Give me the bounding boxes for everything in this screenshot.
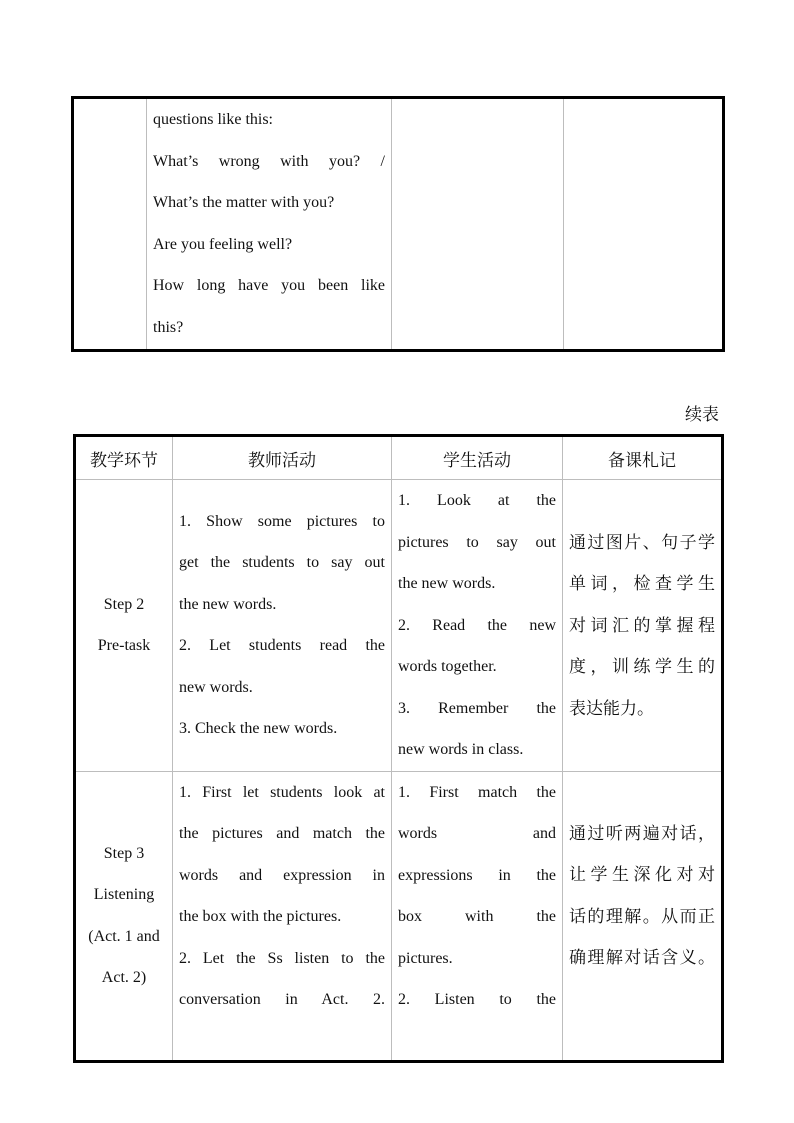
note-line: 让学生深化对对 xyxy=(569,865,715,884)
notes-cell xyxy=(564,98,724,351)
lesson-plan-table xyxy=(73,434,724,1063)
step-detail: (Act. 1 and xyxy=(88,927,160,945)
text-line: the pictures and match the xyxy=(179,825,385,842)
text-line: 3. Check the new words. xyxy=(179,720,338,738)
step-label: Step 2 xyxy=(103,595,145,613)
header-row xyxy=(75,436,723,480)
step-cell xyxy=(75,771,173,1061)
text-line: What’s wrong with you? / xyxy=(153,152,385,170)
header-teacher: 教师活动 xyxy=(173,436,392,480)
table-row xyxy=(73,98,724,351)
text-line: new words. xyxy=(179,678,253,696)
teacher-activity-cell xyxy=(173,771,392,1061)
notes-cell xyxy=(563,480,723,772)
header-notes: 备课札记 xyxy=(563,436,723,480)
text-line: 1. Look at the xyxy=(398,492,556,509)
text-line: 3. Remember the xyxy=(398,699,556,717)
student-activity-cell xyxy=(392,98,564,351)
text-line: 2. Let the Ss listen to the xyxy=(179,949,385,967)
text-line: this? xyxy=(153,318,184,336)
continuation-table xyxy=(71,96,725,352)
text-line: 1. First let students look at xyxy=(179,783,385,801)
text-line: conversation in Act. 2. xyxy=(179,991,385,1008)
continued-label: 续表 xyxy=(685,405,719,424)
notes-cell xyxy=(563,771,723,1061)
note-line: 对词汇的掌握程 xyxy=(569,615,715,635)
header-step: 教学环节 xyxy=(75,436,173,480)
note-line: 确理解对话含义。 xyxy=(569,948,715,967)
note-line: 单词，检查学生 xyxy=(569,574,715,593)
step-cell xyxy=(73,98,147,351)
text-line: the box with the pictures. xyxy=(179,908,342,925)
note-line: 表达能力。 xyxy=(569,698,654,718)
text-line: get the students to say out xyxy=(179,554,385,572)
note-line: 话的理解。从而正 xyxy=(569,906,715,926)
table-row xyxy=(75,480,723,772)
step-name: Pre-task xyxy=(97,637,151,655)
text-line: the new words. xyxy=(179,595,277,613)
step-name: Listening xyxy=(93,886,155,903)
table-row xyxy=(75,771,723,1061)
step-label: Step 3 xyxy=(103,844,145,862)
teacher-activity-cell xyxy=(147,98,392,351)
text-line: new words in class. xyxy=(398,741,524,758)
text-line: Are you feeling well? xyxy=(153,235,293,253)
text-line: expressions in the xyxy=(398,866,556,884)
header-student: 学生活动 xyxy=(392,436,563,480)
student-activity-cell xyxy=(392,771,563,1061)
text-line: What’s the matter with you? xyxy=(153,194,335,211)
text-line: questions like this: xyxy=(153,111,273,128)
text-line: words and xyxy=(398,825,556,842)
note-line: 通过听两遍对话， xyxy=(569,823,715,843)
text-line: pictures. xyxy=(398,949,453,967)
teacher-activity-cell xyxy=(173,480,392,772)
text-line: 2. Let students read the xyxy=(179,637,385,655)
step-cell xyxy=(75,480,173,772)
text-line: 1. Show some pictures to xyxy=(179,512,385,530)
text-line: 2. Read the new xyxy=(398,616,556,634)
note-line: 通过图片、句子学 xyxy=(569,532,715,552)
student-activity-cell xyxy=(392,480,563,772)
text-line: box with the xyxy=(398,908,556,925)
text-line: 1. First match the xyxy=(398,783,556,801)
note-line: 度，训练学生的 xyxy=(569,657,715,676)
text-line: words together. xyxy=(398,658,497,675)
text-line: the new words. xyxy=(398,575,496,592)
step-detail: Act. 2) xyxy=(101,969,147,986)
text-line: 2. Listen to the xyxy=(398,991,556,1008)
text-line: words and expression in xyxy=(179,866,385,884)
text-line: How long have you been like xyxy=(153,277,385,294)
text-line: pictures to say out xyxy=(398,533,556,551)
